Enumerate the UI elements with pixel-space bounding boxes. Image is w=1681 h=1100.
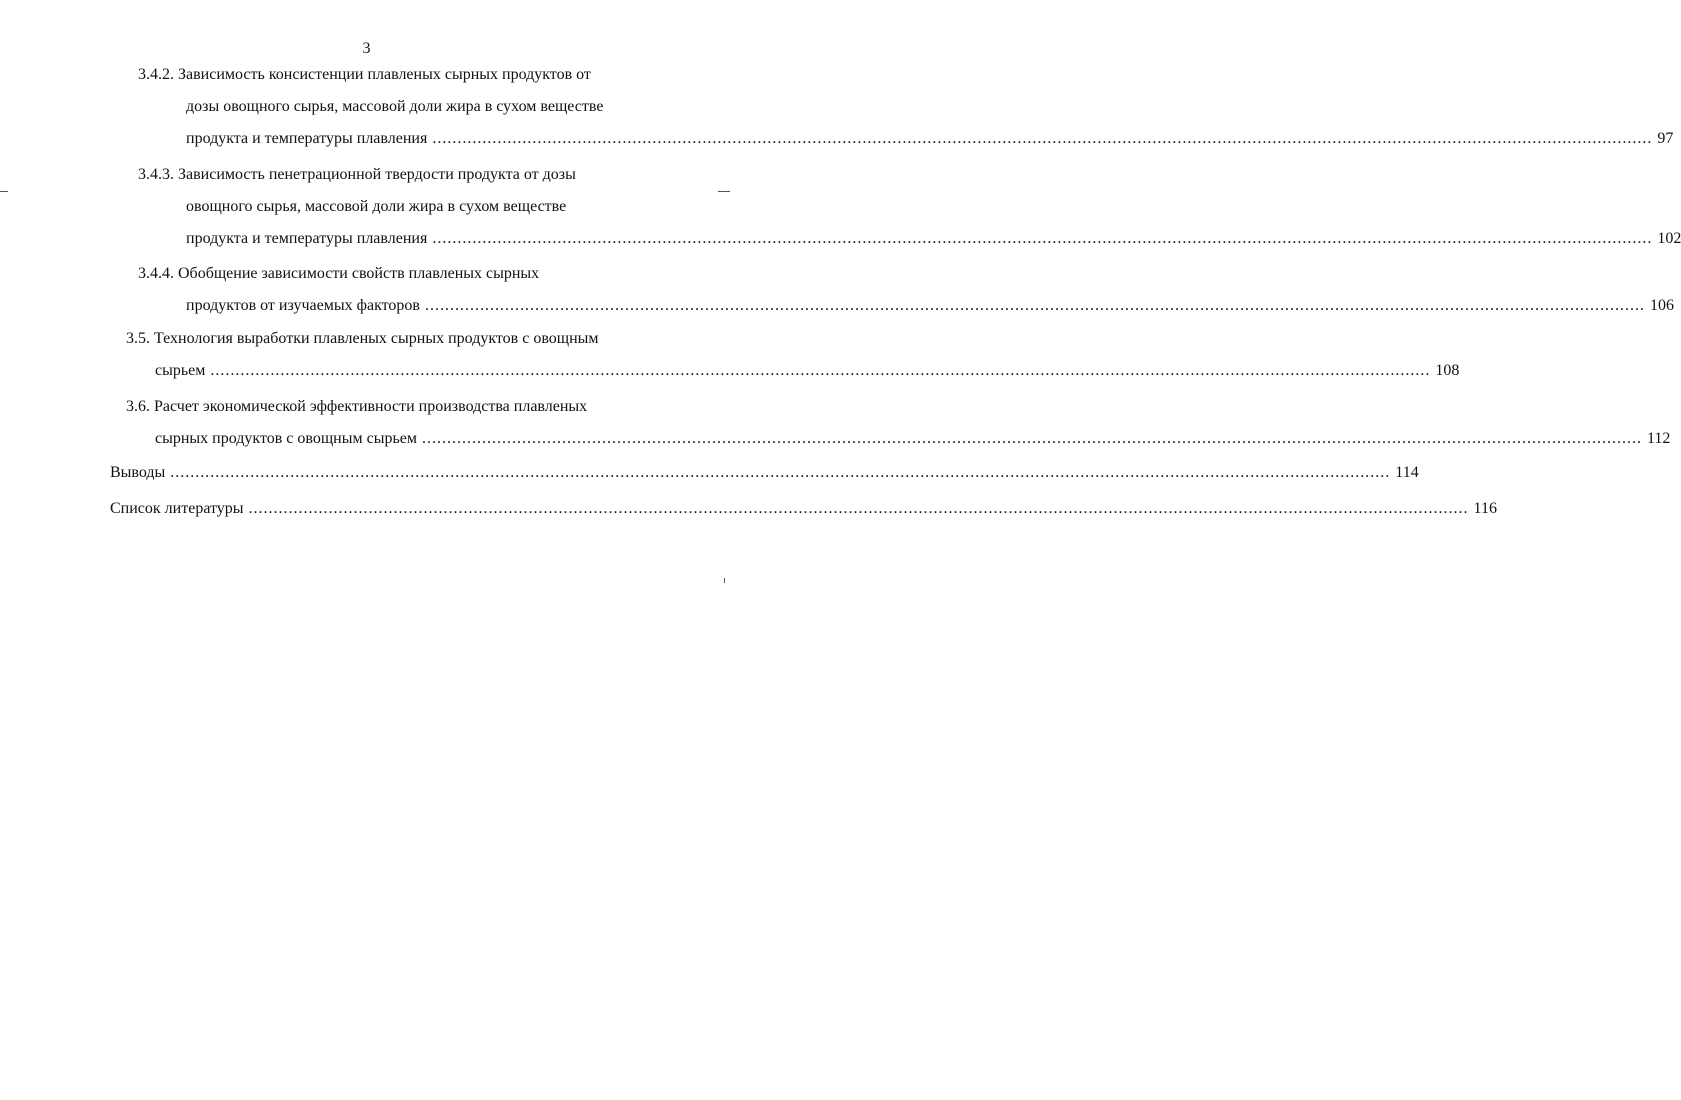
toc-title: продуктов от изучаемых факторов [186,297,420,314]
toc-entry-3-5 [126,323,1460,387]
toc-last-line [186,290,1674,322]
dot-leader: .................................................................................................................................................................................................................................................... [170,464,1391,481]
toc-entry-3-4-2 [138,59,1674,155]
scan-mark-left [0,191,8,192]
toc-title: продукта и температуры плавления [186,230,428,247]
toc-page-number: 116 [1473,500,1497,517]
toc-line: дозы овощного сырья, массовой доли жира в сухом веществе [186,98,604,115]
toc-line: 3.6. Расчет экономической эффективности производства плавленых [126,398,588,415]
toc-line: овощного сырья, массовой доли жира в сухом веществе [186,198,567,215]
toc-last-line [186,223,1681,255]
dot-leader: .................................................................................................................................................................................................................................................... [432,130,1653,147]
toc-page-number: 114 [1395,464,1419,481]
toc-title: сырьем [155,362,206,379]
toc-entry-3-4-4 [138,258,1674,322]
toc-last-line [186,123,1674,155]
toc-page-number: 102 [1657,230,1681,247]
toc-page-number: 112 [1646,430,1671,447]
dot-leader: .................................................................................................................................................................................................................................................... [248,500,1469,517]
toc-title: Выводы [110,464,166,481]
dot-leader: .................................................................................................................................................................................................................................................... [210,362,1431,379]
toc-entry-3-6 [126,391,1671,455]
dot-leader: .................................................................................................................................................................................................................................................... [421,430,1642,447]
dot-leader: .................................................................................................................................................................................................................................................... [424,297,1645,314]
toc-title: Список литературы [110,500,244,517]
toc-line: 3.4.4. Обобщение зависимости свойств плавленых сырных [138,265,540,282]
scan-mark-right-lower [724,578,725,583]
toc-last-line [155,423,1671,455]
toc-title: продукта и температуры плавления [186,130,428,147]
toc-title: сырных продуктов с овощным сырьем [155,430,417,447]
toc-page-number: 106 [1649,297,1674,314]
toc-entry-3-4-3 [138,159,1681,255]
scan-mark-right [718,191,730,192]
toc-page-number: 97 [1657,130,1674,147]
toc-line: 3.5. Технология выработки плавленых сырных продуктов с овощным [126,330,599,347]
toc-page-number: 108 [1435,362,1460,379]
toc-last-line [110,493,1497,525]
page-number: 3 [362,40,371,57]
dot-leader: .................................................................................................................................................................................................................................................... [432,230,1653,247]
toc-last-line [110,457,1419,489]
toc-entry-conclusions [110,457,1419,489]
toc-line: 3.4.2. Зависимость консистенции плавленых сырных продуктов от [138,66,591,83]
toc-last-line [155,355,1460,387]
toc-entry-references [110,493,1497,525]
toc-line: 3.4.3. Зависимость пенетрационной твердости продукта от дозы [138,166,576,183]
